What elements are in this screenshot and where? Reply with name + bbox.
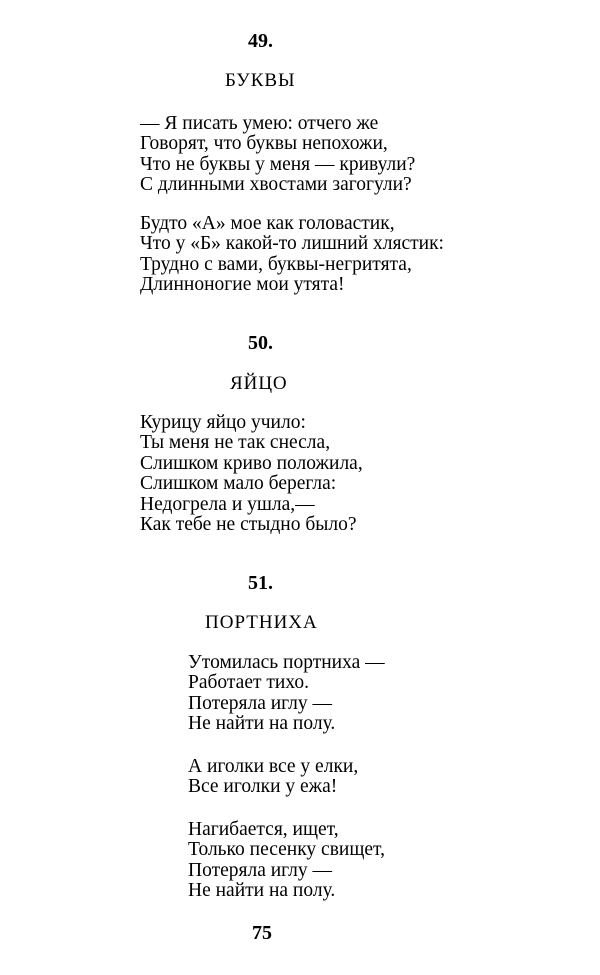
poem-line: Все иголки у ежа! xyxy=(188,776,338,798)
poem-line: Как тебе не стыдно было? xyxy=(140,514,357,536)
poem-51-stanza-3 xyxy=(188,820,385,902)
poem-49-stanza-1 xyxy=(140,114,415,196)
poem-line: Ты меня не так снесла, xyxy=(140,432,331,454)
poem-line: Будто «А» мое как головастик, xyxy=(140,213,395,234)
poem-51-number: 51. xyxy=(248,572,273,594)
poem-line: Трудно с вами, буквы-негритята, xyxy=(140,253,412,275)
poem-49-title: БУКВЫ xyxy=(225,70,296,91)
page-number: 75 xyxy=(252,922,272,944)
poem-line: Курицу яйцо учило: xyxy=(140,412,306,433)
poem-line: Недогрела и ушла,— xyxy=(140,493,315,515)
poem-49-stanza-2 xyxy=(140,214,444,296)
poem-50-number: 50. xyxy=(248,332,273,354)
poem-51-stanza-1 xyxy=(188,653,385,735)
poem-line: Длинноногие мои утята! xyxy=(140,274,345,296)
poem-line: Утомилась портниха — xyxy=(188,652,385,673)
poem-line: Слишком криво положила, xyxy=(140,452,363,474)
poem-line: Что не буквы у меня — кривули? xyxy=(140,153,416,175)
poem-50-title: ЯЙЦО xyxy=(230,373,288,394)
poem-line: А иголки все у елки, xyxy=(188,756,359,777)
poem-line: Не найти на полу. xyxy=(188,880,336,902)
poem-51-stanza-2 xyxy=(188,757,358,798)
poem-line: Только песенку свищет, xyxy=(188,839,385,861)
poem-50-stanza-1 xyxy=(140,413,363,535)
poem-49-number: 49. xyxy=(248,30,273,52)
poem-line: — Я писать умею: отчего же xyxy=(140,113,379,134)
poem-line: Нагибается, ищет, xyxy=(188,819,339,840)
poem-line: Не найти на полу. xyxy=(188,713,336,735)
poem-line: С длинными хвостами загогули? xyxy=(140,174,412,196)
poem-line: Что у «Б» какой-то лишний хлястик: xyxy=(140,233,444,255)
poem-line: Говорят, что буквы непохожи, xyxy=(140,133,388,155)
poem-51-title: ПОРТНИХА xyxy=(205,612,318,633)
poem-line: Слишком мало берегла: xyxy=(140,473,337,495)
poem-line: Работает тихо. xyxy=(188,672,309,694)
poem-line: Потеряла иглу — xyxy=(188,692,333,714)
poem-line: Потеряла иглу — xyxy=(188,859,333,881)
